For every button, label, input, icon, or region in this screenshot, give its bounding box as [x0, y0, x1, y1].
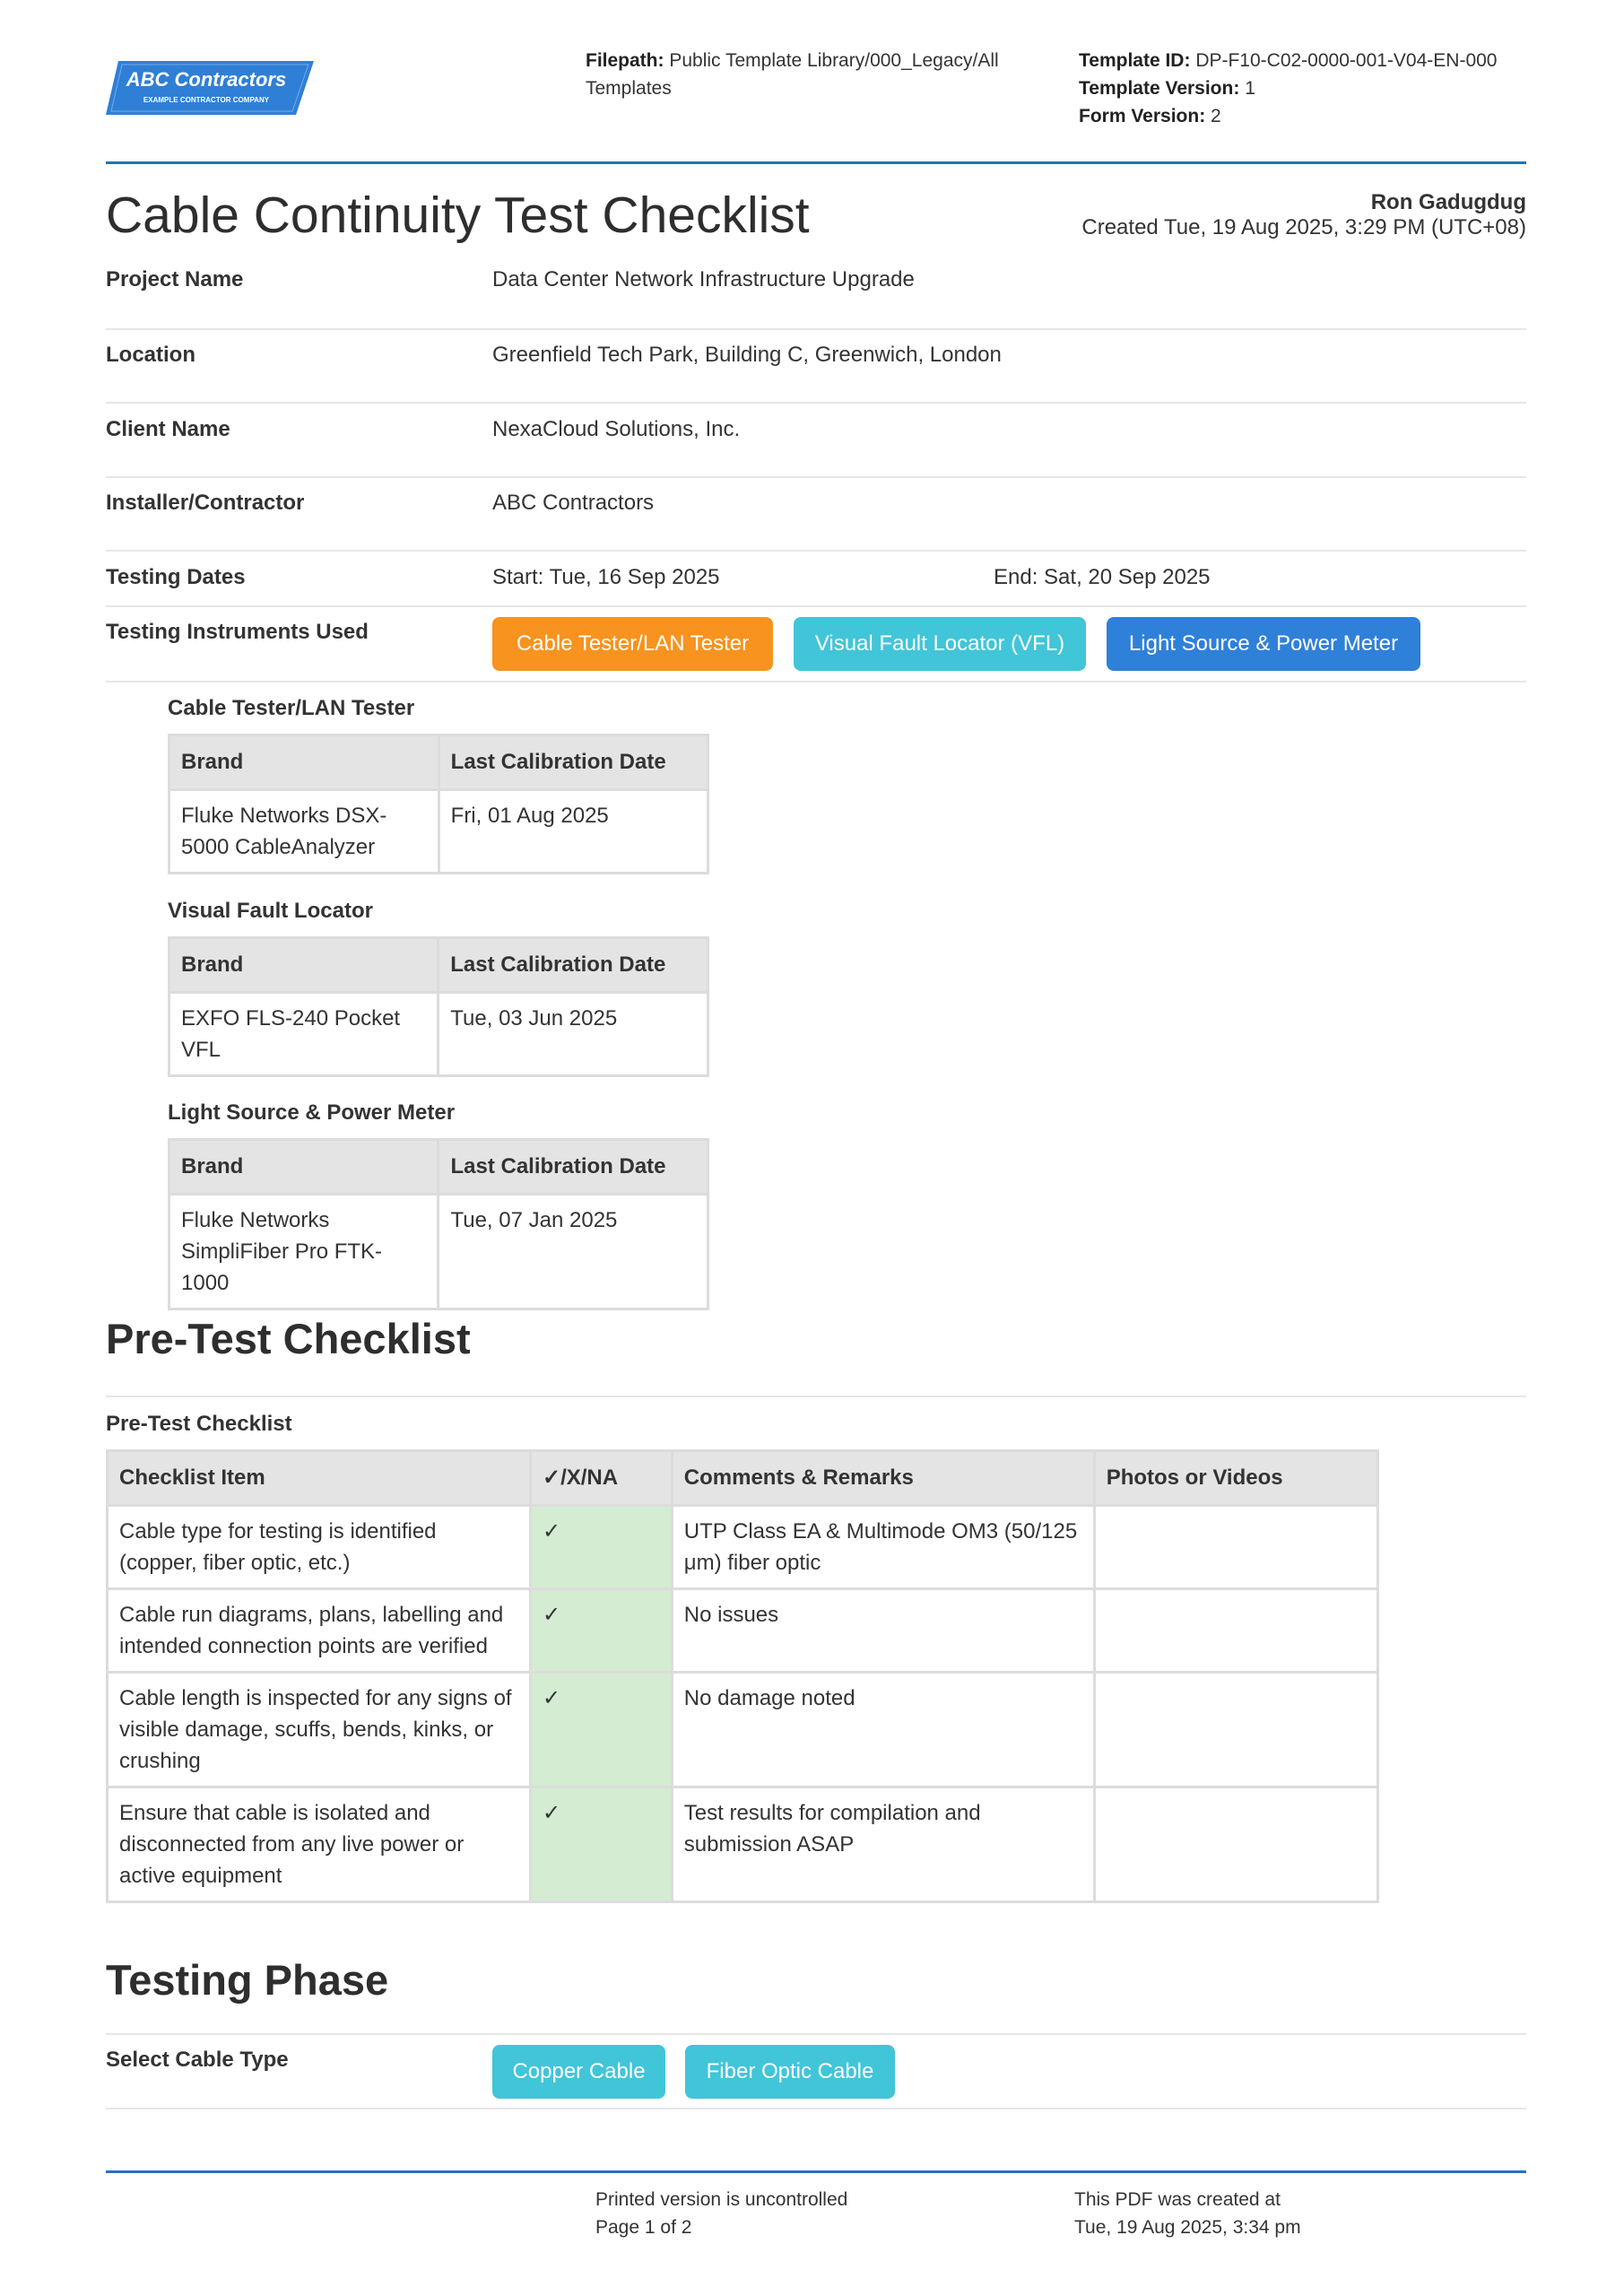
media-cell	[1094, 1506, 1377, 1589]
footer-print-note: Printed version is uncontrolled Page 1 of 2	[595, 2186, 847, 2241]
location-label: Location	[106, 343, 195, 367]
testing-dates-label: Testing Dates	[106, 565, 246, 589]
page-number: Page 1 of 2	[595, 2217, 692, 2238]
status-cell[interactable]: ✓	[530, 1589, 672, 1673]
client-name-label: Client Name	[106, 417, 230, 441]
instruments-label: Testing Instruments Used	[106, 620, 369, 644]
divider	[106, 605, 1526, 607]
table-row	[108, 1506, 1378, 1589]
footer-created: This PDF was created at Tue, 19 Aug 2025, 3:34 pm	[1074, 2189, 1301, 2238]
column-header: Checklist Item	[108, 1451, 531, 1506]
cable-tester-table	[168, 734, 709, 874]
table-row	[108, 1589, 1378, 1673]
testing-phase-title: Testing Phase	[106, 1956, 389, 2004]
client-name-value: NexaCloud Solutions, Inc.	[492, 417, 741, 441]
column-header: Last Calibration Date	[439, 1140, 708, 1195]
svg-text:EXAMPLE CONTRACTOR COMPANY: EXAMPLE CONTRACTOR COMPANY	[143, 96, 270, 104]
brand-cell: Fluke Networks DSX-5000 CableAnalyzer	[169, 790, 439, 874]
column-header: Brand	[169, 1140, 439, 1195]
calibration-date-cell: Tue, 03 Jun 2025	[439, 993, 708, 1076]
light-source-table	[168, 1138, 709, 1310]
column-header: Photos or Videos	[1094, 1451, 1377, 1506]
divider	[106, 550, 1526, 552]
comment-cell: Test results for compilation and submission ASAP	[672, 1787, 1094, 1902]
pretest-table-title: Pre-Test Checklist	[106, 1412, 292, 1436]
status-cell[interactable]: ✓	[530, 1787, 672, 1902]
comment-cell: No issues	[672, 1589, 1094, 1673]
pretest-table	[106, 1449, 1379, 1903]
installer-value: ABC Contractors	[492, 491, 655, 515]
table-row	[169, 993, 708, 1076]
project-name-value: Data Center Network Infrastructure Upgrade	[492, 267, 915, 291]
page-title: Cable Continuity Test Checklist	[106, 187, 810, 244]
status-cell[interactable]: ✓	[530, 1673, 672, 1787]
media-cell	[1094, 1787, 1377, 1902]
column-header: Brand	[169, 735, 439, 790]
status-cell[interactable]: ✓	[530, 1506, 672, 1589]
divider	[106, 681, 1526, 683]
vfl-heading: Visual Fault Locator	[168, 899, 373, 923]
pretest-section-title: Pre-Test Checklist	[106, 1315, 471, 1362]
filepath: Filepath: Public Template Library/000_Legacy/All Templates	[586, 50, 999, 99]
checklist-item-cell: Cable run diagrams, plans, labelling and intended connection points are verified	[108, 1589, 531, 1673]
checklist-item-cell: Cable length is inspected for any signs of visible damage, scuffs, bends, kinks, or crushing	[108, 1673, 531, 1787]
instrument-option-light-source[interactable]: Light Source & Power Meter	[1107, 617, 1420, 671]
divider	[106, 402, 1526, 404]
calibration-date-cell: Fri, 01 Aug 2025	[439, 790, 708, 874]
checklist-item-cell: Ensure that cable is isolated and disconnected from any live power or active equipment	[108, 1787, 531, 1902]
divider	[106, 328, 1526, 330]
author-block: Ron Gadugdug Created Tue, 19 Aug 2025, 3:29 PM (UTC+08)	[1081, 190, 1526, 239]
divider	[106, 1396, 1526, 1397]
cable-type-label: Select Cable Type	[106, 2048, 289, 2072]
vfl-table	[168, 936, 709, 1077]
project-name-label: Project Name	[106, 267, 244, 291]
calibration-date-cell: Tue, 07 Jan 2025	[439, 1195, 708, 1309]
table-row	[108, 1673, 1378, 1787]
template-meta: Template ID: DP-F10-C02-0000-001-V04-EN-000 Template Version: 1 Form Version: 2	[1079, 50, 1498, 126]
media-cell	[1094, 1589, 1377, 1673]
brand-cell: EXFO FLS-240 Pocket VFL	[169, 993, 439, 1076]
divider	[106, 2108, 1526, 2109]
header-divider	[106, 161, 1526, 164]
instrument-option-vfl[interactable]: Visual Fault Locator (VFL)	[794, 617, 1086, 671]
cable-type-copper[interactable]: Copper Cable	[492, 2045, 665, 2099]
installer-label: Installer/Contractor	[106, 491, 305, 515]
instrument-option-cable-tester[interactable]: Cable Tester/LAN Tester	[492, 617, 773, 671]
svg-text:ABC Contractors: ABC Contractors	[126, 68, 287, 91]
testing-end-date: End: Sat, 20 Sep 2025	[994, 565, 1211, 589]
checklist-item-cell: Cable type for testing is identified (copper, fiber optic, etc.)	[108, 1506, 531, 1589]
table-row	[169, 790, 708, 874]
column-header: ✓/X/NA	[530, 1451, 672, 1506]
testing-start-date: Start: Tue, 16 Sep 2025	[492, 565, 720, 589]
table-row	[169, 1195, 708, 1309]
cable-type-fiber-optic[interactable]: Fiber Optic Cable	[685, 2045, 895, 2099]
brand-cell: Fluke Networks SimpliFiber Pro FTK-1000	[169, 1195, 439, 1309]
table-row	[108, 1787, 1378, 1902]
divider	[106, 2033, 1526, 2035]
divider	[106, 476, 1526, 478]
location-value: Greenfield Tech Park, Building C, Greenwich, London	[492, 343, 1002, 367]
column-header: Last Calibration Date	[439, 735, 708, 790]
comment-cell: UTP Class EA & Multimode OM3 (50/125 μm) fiber optic	[672, 1506, 1094, 1589]
column-header: Comments & Remarks	[672, 1451, 1094, 1506]
media-cell	[1094, 1673, 1377, 1787]
light-source-heading: Light Source & Power Meter	[168, 1100, 456, 1125]
company-logo	[106, 57, 314, 117]
column-header: Last Calibration Date	[439, 938, 708, 993]
column-header: Brand	[169, 938, 439, 993]
footer-divider	[106, 2170, 1526, 2173]
cable-tester-heading: Cable Tester/LAN Tester	[168, 696, 415, 720]
comment-cell: No damage noted	[672, 1673, 1094, 1787]
